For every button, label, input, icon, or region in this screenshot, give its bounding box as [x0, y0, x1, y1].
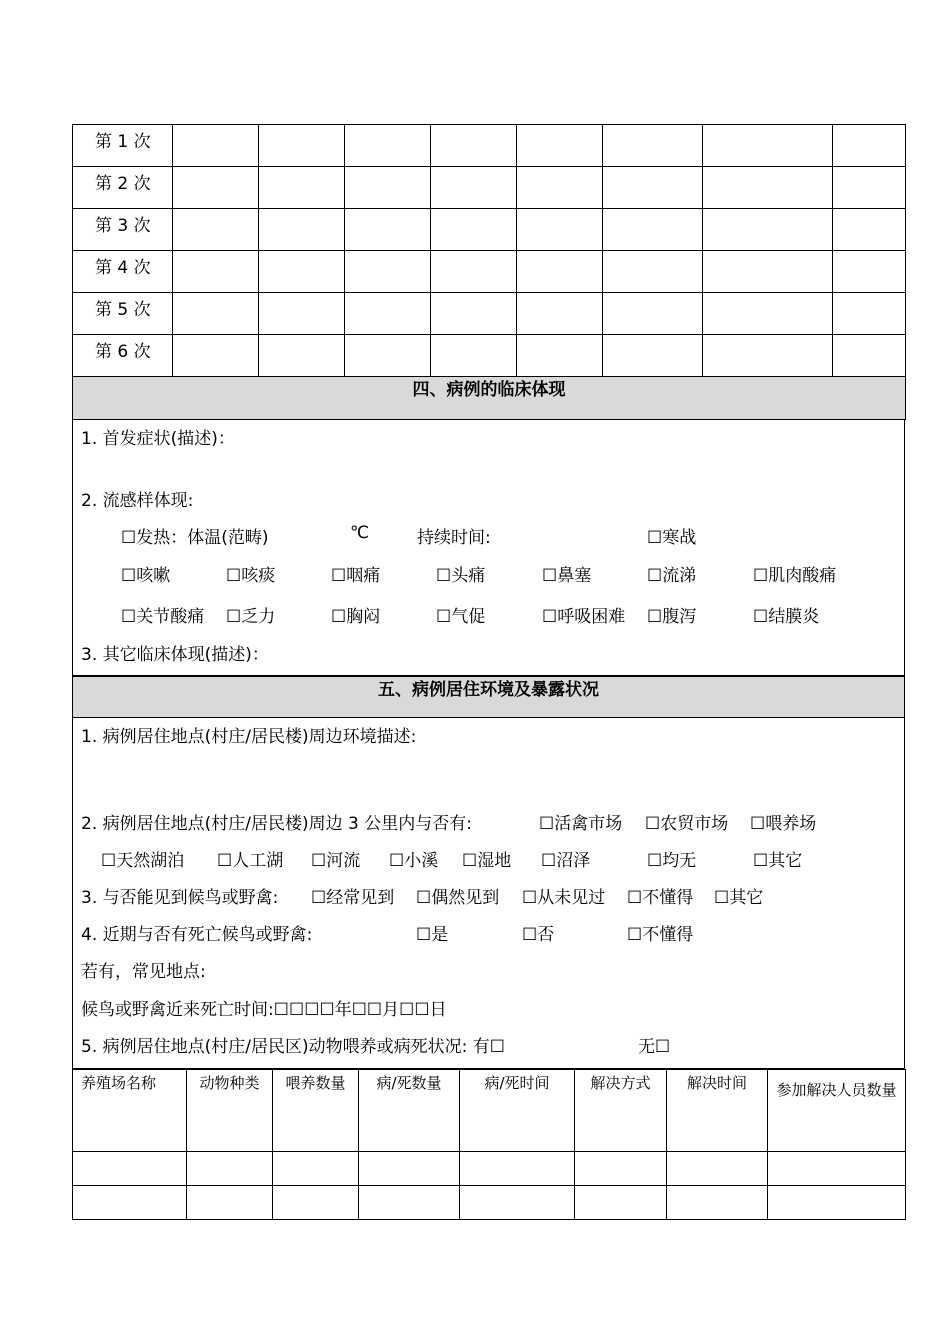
death-time-field[interactable]: 候鸟或野禽近来死亡时间:☐☐☐☐年☐☐月☐☐日	[81, 1000, 447, 1020]
survey-form	[72, 124, 905, 1220]
visit-label: 第 5 次	[73, 293, 173, 335]
cell[interactable]	[73, 1152, 187, 1186]
cell[interactable]	[460, 1152, 575, 1186]
cell[interactable]	[345, 293, 431, 335]
cell[interactable]	[259, 293, 345, 335]
cell[interactable]	[259, 125, 345, 167]
cell[interactable]	[431, 167, 517, 209]
cell[interactable]	[517, 209, 603, 251]
visit-row	[73, 293, 906, 335]
cell[interactable]	[187, 1186, 273, 1220]
cell[interactable]	[833, 125, 906, 167]
farm-header: 病/死时间	[460, 1070, 575, 1152]
visit-table	[72, 124, 906, 420]
farm-header: 喂养数量	[273, 1070, 359, 1152]
farm-header: 参加解决人员数量	[768, 1070, 906, 1152]
cell[interactable]	[431, 209, 517, 251]
cell[interactable]	[259, 167, 345, 209]
nearby-checkbox[interactable]: ☐均无	[647, 851, 697, 871]
visit-label: 第 2 次	[73, 167, 173, 209]
nearby-checkbox[interactable]: ☐沼泽	[541, 851, 591, 871]
farm-header: 病/死数量	[359, 1070, 460, 1152]
animal-raising-no[interactable]: 无☐	[638, 1037, 671, 1057]
nearby-checkbox[interactable]: ☐农贸市场	[645, 814, 729, 834]
farm-header-row	[73, 1070, 906, 1152]
cell[interactable]	[431, 293, 517, 335]
cell[interactable]	[517, 335, 603, 377]
section-4-body	[72, 420, 905, 676]
cell[interactable]	[345, 251, 431, 293]
symptom-checkbox[interactable]: ☐肌肉酸痛	[753, 566, 837, 586]
cell[interactable]	[259, 251, 345, 293]
q-environment: 1. 病例居住地点(村庄/居民楼)周边环境描述:	[81, 727, 417, 747]
cell[interactable]	[173, 293, 259, 335]
q-nearby: 2. 病例居住地点(村庄/居民楼)周边 3 公里内与否有:	[81, 814, 472, 834]
cell[interactable]	[603, 293, 703, 335]
cell[interactable]	[703, 209, 833, 251]
cell[interactable]	[768, 1186, 906, 1220]
cell[interactable]	[359, 1186, 460, 1220]
cell[interactable]	[517, 167, 603, 209]
symptom-checkbox[interactable]: ☐流涕	[647, 566, 697, 586]
cell[interactable]	[517, 251, 603, 293]
cell[interactable]	[603, 335, 703, 377]
nearby-checkbox[interactable]: ☐喂养场	[750, 814, 817, 834]
cell[interactable]	[259, 335, 345, 377]
visit-row	[73, 167, 906, 209]
nearby-checkbox[interactable]: ☐人工湖	[217, 851, 284, 871]
visit-label: 第 6 次	[73, 335, 173, 377]
q-flu-like: 2. 流感样体现:	[81, 491, 194, 511]
q-first-symptom: 1. 首发症状(描述)：	[81, 429, 235, 449]
q-birds-seen: 3. 与否能见到候鸟或野禽:	[81, 888, 279, 908]
common-place-label: 若有，常见地点:	[81, 962, 206, 982]
birds-checkbox[interactable]: ☐其它	[714, 888, 764, 908]
cell[interactable]	[703, 335, 833, 377]
cell[interactable]	[273, 1152, 359, 1186]
cell[interactable]	[173, 251, 259, 293]
cell[interactable]	[273, 1186, 359, 1220]
cell[interactable]	[603, 125, 703, 167]
farm-header: 解决方式	[575, 1070, 667, 1152]
section-5-title: 五、病例居住环境及暴露状况	[72, 676, 905, 718]
birds-checkbox[interactable]: ☐偶然见到	[416, 888, 500, 908]
cell[interactable]	[833, 209, 906, 251]
cell[interactable]	[667, 1186, 768, 1220]
nearby-checkbox[interactable]: ☐小溪	[389, 851, 439, 871]
table-row	[73, 1186, 906, 1220]
symptom-checkbox[interactable]: ☐乏力	[226, 607, 276, 627]
symptom-checkbox[interactable]: ☐呼吸困难	[542, 607, 626, 627]
cell[interactable]	[703, 251, 833, 293]
symptom-checkbox[interactable]: ☐咽痛	[331, 566, 381, 586]
cell[interactable]	[460, 1186, 575, 1220]
duration-label: 持续时间:	[417, 528, 491, 548]
cell[interactable]	[431, 125, 517, 167]
birds-checkbox[interactable]: ☐不懂得	[627, 888, 694, 908]
cell[interactable]	[517, 293, 603, 335]
cell[interactable]	[173, 125, 259, 167]
cell[interactable]	[703, 125, 833, 167]
nearby-checkbox[interactable]: ☐天然湖泊	[101, 851, 185, 871]
chills-checkbox[interactable]: ☐寒战	[647, 528, 697, 548]
cell[interactable]	[431, 251, 517, 293]
farm-table	[72, 1069, 906, 1220]
symptom-checkbox[interactable]: ☐咳痰	[226, 566, 276, 586]
cell[interactable]	[667, 1152, 768, 1186]
cell[interactable]	[833, 335, 906, 377]
visit-label: 第 1 次	[73, 125, 173, 167]
symptom-checkbox[interactable]: ☐关节酸痛	[121, 607, 205, 627]
cell[interactable]	[768, 1152, 906, 1186]
cell[interactable]	[575, 1186, 667, 1220]
birds-checkbox[interactable]: ☐经常见到	[311, 888, 395, 908]
visit-label: 第 4 次	[73, 251, 173, 293]
cell[interactable]	[173, 209, 259, 251]
cell[interactable]	[187, 1152, 273, 1186]
symptom-checkbox[interactable]: ☐咳嗽	[121, 566, 171, 586]
cell[interactable]	[603, 209, 703, 251]
visit-row	[73, 251, 906, 293]
symptom-checkbox[interactable]: ☐结膜炎	[753, 607, 820, 627]
section-5-body	[72, 718, 905, 1069]
cell[interactable]	[833, 293, 906, 335]
cell[interactable]	[703, 293, 833, 335]
cell[interactable]	[703, 167, 833, 209]
dead-birds-checkbox[interactable]: ☐不懂得	[627, 925, 694, 945]
section-4-title: 四、病例的临床体现	[73, 377, 906, 420]
birds-checkbox[interactable]: ☐从未见过	[522, 888, 606, 908]
fever-checkbox[interactable]: ☐发热：体温(范畴)	[121, 528, 269, 548]
symptom-checkbox[interactable]: ☐气促	[436, 607, 486, 627]
farm-header: 解决时间	[667, 1070, 768, 1152]
symptom-checkbox[interactable]: ☐头痛	[436, 566, 486, 586]
cell[interactable]	[603, 167, 703, 209]
q-other-symptoms: 3. 其它临床体现(描述)：	[81, 645, 269, 665]
nearby-checkbox[interactable]: ☐活禽市场	[539, 814, 623, 834]
q-dead-birds: 4. 近期与否有死亡候鸟或野禽:	[81, 925, 313, 945]
cell[interactable]	[575, 1152, 667, 1186]
nearby-checkbox[interactable]: ☐湿地	[462, 851, 512, 871]
cell[interactable]	[359, 1152, 460, 1186]
visit-row	[73, 209, 906, 251]
farm-header: 养殖场名称	[73, 1070, 187, 1152]
cell[interactable]	[833, 167, 906, 209]
table-row	[73, 1152, 906, 1186]
cell[interactable]	[259, 209, 345, 251]
cell[interactable]	[173, 335, 259, 377]
cell[interactable]	[345, 209, 431, 251]
q-animal-raising[interactable]: 5. 病例居住地点(村庄/居民区)动物喂养或病死状况: 有☐	[81, 1037, 505, 1057]
cell[interactable]	[345, 125, 431, 167]
cell[interactable]	[73, 1186, 187, 1220]
degree-unit: ℃	[350, 523, 370, 543]
cell[interactable]	[431, 335, 517, 377]
cell[interactable]	[345, 167, 431, 209]
cell[interactable]	[345, 335, 431, 377]
visit-row	[73, 125, 906, 167]
cell[interactable]	[603, 251, 703, 293]
symptom-checkbox[interactable]: ☐腹泻	[647, 607, 697, 627]
cell[interactable]	[173, 167, 259, 209]
visit-label: 第 3 次	[73, 209, 173, 251]
nearby-checkbox[interactable]: ☐河流	[311, 851, 361, 871]
symptom-checkbox[interactable]: ☐鼻塞	[542, 566, 592, 586]
symptom-checkbox[interactable]: ☐胸闷	[331, 607, 381, 627]
dead-birds-checkbox[interactable]: ☐是	[416, 925, 449, 945]
farm-header: 动物种类	[187, 1070, 273, 1152]
visit-row	[73, 335, 906, 377]
nearby-checkbox[interactable]: ☐其它	[753, 851, 803, 871]
cell[interactable]	[517, 125, 603, 167]
cell[interactable]	[833, 251, 906, 293]
dead-birds-checkbox[interactable]: ☐否	[522, 925, 555, 945]
